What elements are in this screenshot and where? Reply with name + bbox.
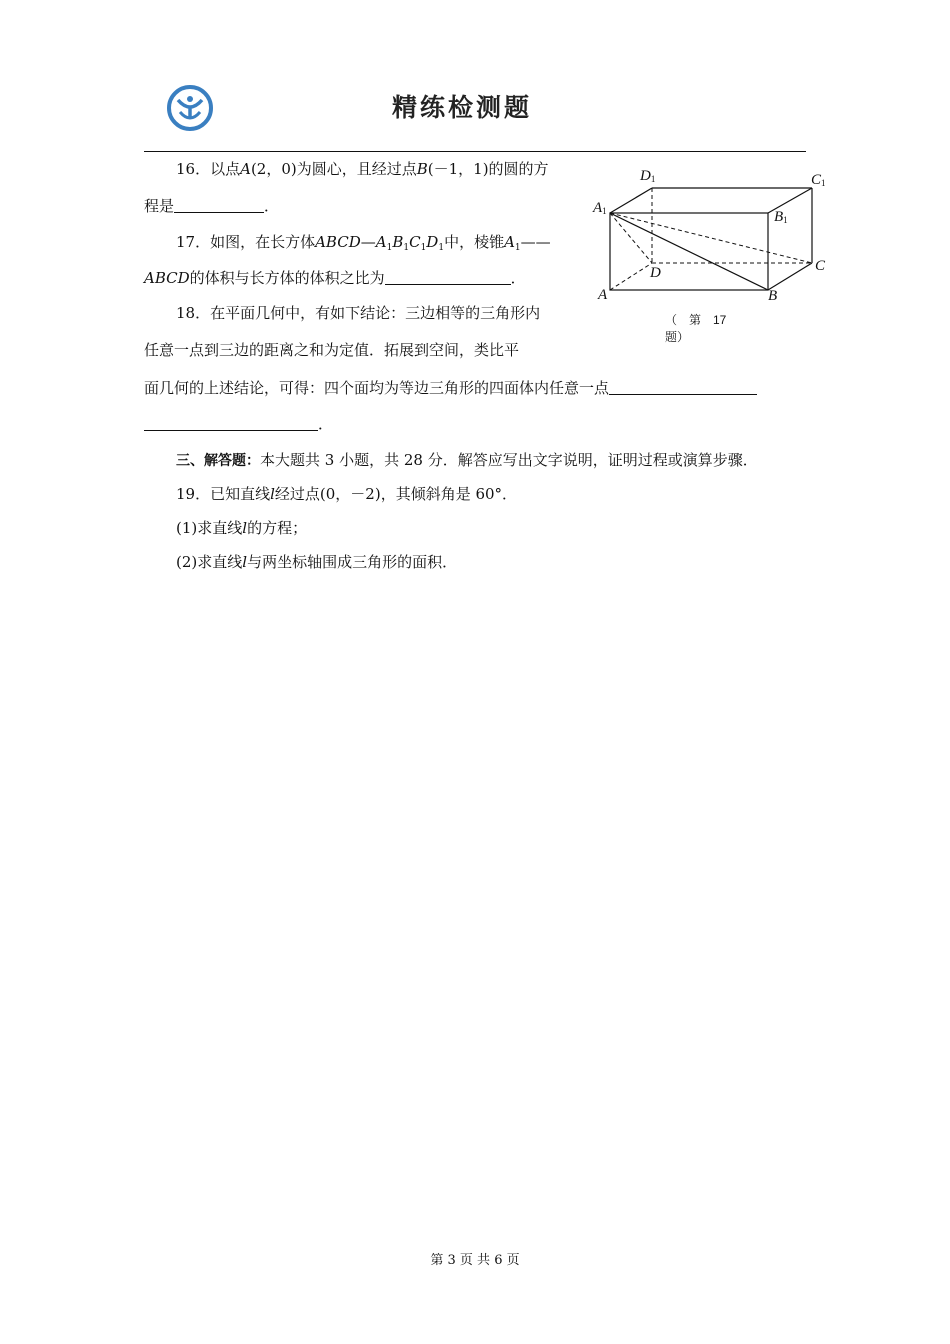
question-19-part2 (176, 551, 457, 572)
q19-text: 的方程； (247, 519, 308, 537)
q19-text: 经过点(0，－2)，其倾斜角是 60°． (274, 485, 518, 503)
line-l: l (242, 519, 248, 537)
q17-ABCD: ABCD (315, 233, 361, 251)
point-b: B (416, 160, 428, 178)
label-d1: D1 (640, 168, 656, 184)
caption-line: （ 第 17 (665, 313, 727, 327)
q16-text: (－1，1)的圆的方 (427, 160, 549, 178)
page-footer: 第 3 页 共 6 页 (430, 1253, 520, 1268)
label-c1: C1 (811, 172, 826, 188)
q18-text: 面几何的上述结论，可得：四个面均为等边三角形的四面体内任意一点 (144, 379, 610, 397)
question-17-cont (144, 267, 526, 288)
q16-text: ． (264, 197, 280, 215)
q17-b1: B (392, 233, 404, 251)
q17-text: —— (520, 233, 551, 251)
point-a: A (240, 160, 251, 178)
q17-d1: D (426, 233, 439, 251)
label-b: B (768, 288, 778, 304)
question-16 (176, 158, 549, 179)
line-l: l (270, 485, 275, 503)
q16-text: (2，0)为圆心，且经过点 (250, 160, 417, 178)
question-19-part1 (176, 517, 307, 538)
subscript: 1 (403, 243, 410, 253)
answer-blank[interactable] (144, 416, 318, 431)
answer-blank[interactable] (174, 198, 264, 213)
q19-text: 与两坐标轴围成三角形的面积． (247, 553, 458, 571)
label-c: C (815, 258, 826, 274)
q16-text: 程是 (144, 197, 175, 215)
question-18-cont2 (144, 377, 757, 398)
label-d: D (650, 265, 661, 281)
caption-line: 题） (665, 330, 690, 344)
question-17 (176, 231, 551, 253)
section-label: 三、解答题： (176, 453, 260, 469)
q16-text: 16．以点 (176, 160, 241, 178)
q17-text: ． (510, 269, 526, 287)
subscript: 1 (438, 243, 445, 253)
subscript: 1 (386, 243, 393, 253)
q19-text: (1)求直线 (176, 519, 243, 537)
q17-text: — (360, 233, 376, 251)
q19-text: (2)求直线 (176, 553, 243, 571)
cuboid-figure (590, 165, 840, 305)
figure-caption (665, 312, 735, 346)
q17-text: 17．如图，在长方体 (176, 233, 316, 251)
subscript: 1 (514, 243, 521, 253)
q17-a1: A (504, 233, 515, 251)
q17-c1: C (409, 233, 421, 251)
logo-icon (166, 84, 214, 132)
answer-blank[interactable] (609, 380, 757, 395)
q18-text: ． (318, 415, 334, 433)
q17-ABCD: ABCD (144, 269, 190, 287)
question-16-cont (144, 195, 279, 216)
q17-text: 中，棱锥 (444, 233, 505, 251)
question-19 (176, 483, 517, 504)
page-title: 精练检测题 (392, 93, 533, 122)
q17-text: 的体积与长方体的体积之比为 (189, 269, 385, 287)
q19-text: 19．已知直线 (176, 485, 271, 503)
section-three-heading (176, 449, 758, 470)
question-18: 18．在平面几何中，有如下结论：三边相等的三角形内 (176, 304, 541, 322)
label-a: A (598, 287, 608, 303)
question-18-cont: 任意一点到三边的距离之和为定值．拓展到空间，类比平 (144, 341, 520, 359)
question-18-cont3 (144, 413, 333, 434)
q17-a1: A (375, 233, 387, 251)
subscript: 1 (420, 243, 427, 253)
label-b1: B1 (774, 209, 788, 225)
answer-blank[interactable] (385, 270, 511, 285)
line-l: l (242, 553, 248, 571)
label-a1: A1 (593, 200, 607, 216)
header-divider (144, 151, 806, 152)
section-text: 本大题共 3 小题，共 28 分．解答应写出文字说明，证明过程或演算步骤． (260, 451, 758, 469)
